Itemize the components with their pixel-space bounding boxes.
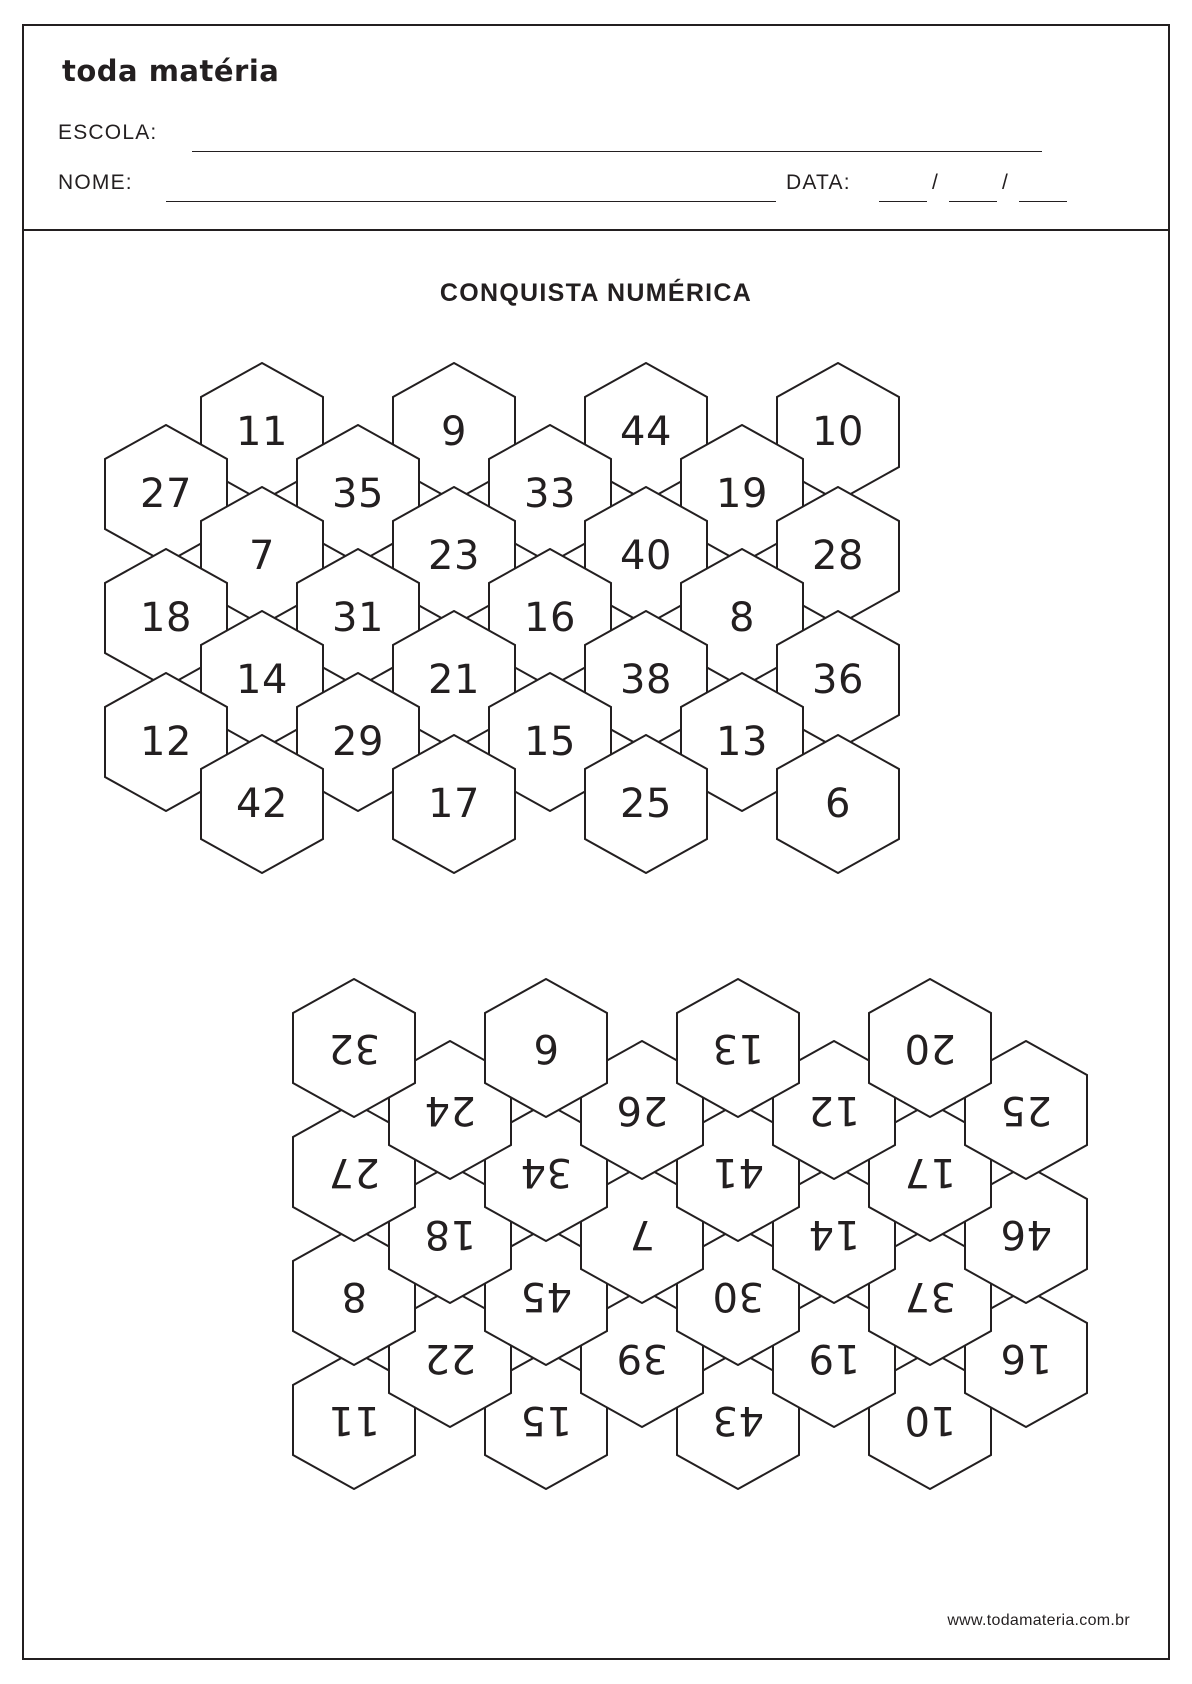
hex-cell-value: 18 (140, 595, 192, 641)
hex-cell-value: 15 (520, 1397, 572, 1443)
page-title: CONQUISTA NUMÉRICA (439, 279, 753, 307)
hex-cell-value: 41 (712, 1149, 764, 1195)
name-input-line[interactable] (166, 201, 776, 202)
hex-cell-value: 11 (328, 1397, 380, 1443)
hex-grid-bottom (24, 951, 1168, 1496)
hex-cell-value: 30 (712, 1273, 764, 1319)
hex-cell[interactable] (200, 734, 324, 874)
hex-cell[interactable] (584, 734, 708, 874)
site-url: www.todamateria.com.br (947, 1612, 1130, 1629)
hex-cell[interactable] (776, 734, 900, 874)
hex-cell-value: 18 (424, 1211, 476, 1257)
hex-cell-value: 19 (716, 471, 768, 517)
hex-cell-value: 38 (620, 657, 672, 703)
hex-cell-value: 13 (716, 719, 768, 765)
hex-cell-value: 9 (441, 409, 467, 455)
hex-cell-value: 16 (1000, 1335, 1052, 1381)
hex-cell-value: 45 (520, 1273, 572, 1319)
hex-cell-value: 12 (140, 719, 192, 765)
hex-cell-value: 12 (808, 1087, 860, 1133)
hex-cell-value: 15 (524, 719, 576, 765)
hex-cell[interactable] (868, 978, 992, 1118)
hex-cell-value: 36 (812, 657, 864, 703)
brand-logo: toda matéria (62, 54, 280, 88)
date-separator-1: / (932, 171, 938, 194)
name-label: NOME: (58, 171, 133, 194)
hex-cell-value: 46 (1000, 1211, 1052, 1257)
hex-cell-value: 40 (620, 533, 672, 579)
hex-cell-value: 13 (712, 1025, 764, 1071)
hex-cell[interactable] (292, 978, 416, 1118)
hex-cell-value: 21 (428, 657, 480, 703)
hex-cell-value: 35 (332, 471, 384, 517)
hex-cell-value: 28 (812, 533, 864, 579)
hex-grid-top (24, 356, 1168, 901)
worksheet-page (22, 24, 1170, 1660)
hex-cell-value: 6 (533, 1025, 559, 1071)
hex-cell-value: 24 (424, 1087, 476, 1133)
hex-cell-value: 25 (1000, 1087, 1052, 1133)
hex-cell-value: 14 (808, 1211, 860, 1257)
school-input-line[interactable] (192, 151, 1042, 152)
hex-cell-value: 10 (812, 409, 864, 455)
hex-cell-value: 31 (332, 595, 384, 641)
hex-cell-value: 23 (428, 533, 480, 579)
hex-cell[interactable] (676, 978, 800, 1118)
date-day-line[interactable] (879, 201, 927, 202)
hex-cell-value: 20 (904, 1025, 956, 1071)
hex-cell-value: 7 (629, 1211, 655, 1257)
hex-cell-value: 37 (904, 1273, 956, 1319)
hex-cell-value: 22 (424, 1335, 476, 1381)
hex-cell-value: 25 (620, 781, 672, 827)
hex-cell-value: 44 (620, 409, 672, 455)
hex-cell-value: 6 (825, 781, 851, 827)
worksheet-header (24, 26, 1168, 231)
hex-cell-value: 8 (341, 1273, 367, 1319)
date-month-line[interactable] (949, 201, 997, 202)
date-separator-2: / (1002, 171, 1008, 194)
hex-cell-value: 43 (712, 1397, 764, 1443)
hex-cell-value: 26 (616, 1087, 668, 1133)
hex-cell[interactable] (484, 978, 608, 1118)
hex-cell-value: 8 (729, 595, 755, 641)
hex-cell-value: 17 (428, 781, 480, 827)
hex-cell-value: 34 (520, 1149, 572, 1195)
hex-cell-value: 11 (236, 409, 288, 455)
hex-cell-value: 32 (328, 1025, 380, 1071)
hex-cell-value: 10 (904, 1397, 956, 1443)
hex-cell-value: 7 (249, 533, 275, 579)
hex-cell[interactable] (392, 734, 516, 874)
hex-cell-value: 14 (236, 657, 288, 703)
hex-cell-value: 27 (140, 471, 192, 517)
hex-cell-value: 29 (332, 719, 384, 765)
school-label: ESCOLA: (58, 121, 158, 144)
hex-cell-value: 27 (328, 1149, 380, 1195)
date-year-line[interactable] (1019, 201, 1067, 202)
hex-cell-value: 42 (236, 781, 288, 827)
hex-cell-value: 39 (616, 1335, 668, 1381)
date-label: DATA: (786, 171, 851, 194)
hex-cell-value: 33 (524, 471, 576, 517)
hex-cell-value: 16 (524, 595, 576, 641)
hex-cell-value: 19 (808, 1335, 860, 1381)
hex-cell-value: 17 (904, 1149, 956, 1195)
